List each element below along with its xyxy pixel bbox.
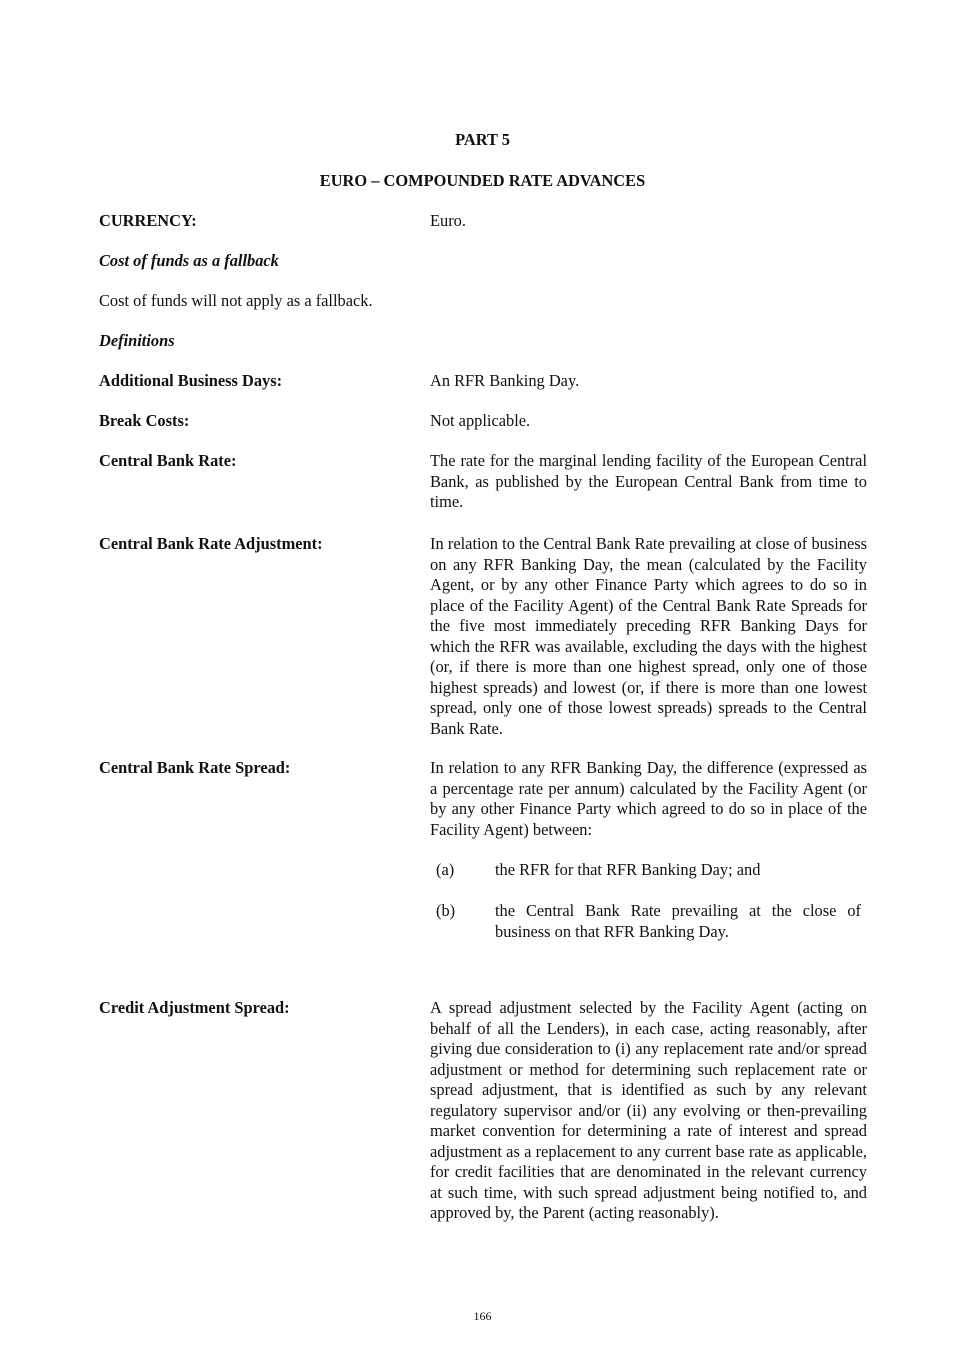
currency-label: CURRENCY: xyxy=(99,211,197,230)
definition-text: In relation to the Central Bank Rate prevailing at close of business on any RFR Banking Day, the mean (calculated by the Facility Agent, or by any other Finance Party which agrees to do so in place of the Facility Agent) of the Central Bank Rate Spreads for the five most immediately preceding RFR Banking Days for which the RFR was available, excluding the days with the highest (or, if there is more than one highest spread, only one of those highest spreads) and lowest (or, if there is more than one lowest spread, only one of those lowest spreads) spreads to the Central Bank Rate. xyxy=(430,534,867,738)
definition-term: Central Bank Rate Spread: xyxy=(99,758,291,777)
definition-text: In relation to any RFR Banking Day, the difference (expressed as a percentage rate per annum) calculated by the Facility Agent (or by any other Finance Party which agreed to do so in place of the Facility Agent) between: xyxy=(430,758,867,839)
cost-of-funds-text: Cost of funds will not apply as a fallback. xyxy=(99,291,373,310)
list-item-text: the Central Bank Rate prevailing at the close of business on that RFR Banking Day. xyxy=(495,901,861,941)
definition-term: Central Bank Rate Adjustment: xyxy=(99,534,323,553)
part-title: PART 5 xyxy=(455,130,510,149)
definition-term: Central Bank Rate: xyxy=(99,451,237,470)
definition-text: Not applicable. xyxy=(430,411,531,430)
definition-term: Additional Business Days: xyxy=(99,371,283,390)
definitions-heading: Definitions xyxy=(99,331,175,350)
page-number: 166 xyxy=(473,1309,492,1323)
definition-text: The rate for the marginal lending facility of the European Central Bank, as published by the European Central Bank from time to time. xyxy=(430,451,867,511)
list-item-label: (a) xyxy=(436,860,455,879)
definition-term: Credit Adjustment Spread: xyxy=(99,998,290,1017)
list-item-label: (b) xyxy=(436,901,456,920)
list-item-text: the RFR for that RFR Banking Day; and xyxy=(495,860,761,879)
currency-value: Euro. xyxy=(430,211,466,230)
cost-of-funds-heading: Cost of funds as a fallback xyxy=(99,251,279,270)
definition-term: Break Costs: xyxy=(99,411,190,430)
definition-text: An RFR Banking Day. xyxy=(430,371,580,390)
definition-text: A spread adjustment selected by the Facility Agent (acting on behalf of all the Lenders), in each case, acting reasonably, after giving due consideration to (i) any replacement rate and/or spread adjustment or method for determining such replacement rate or spread adjustment, that is identified as such by any relevant regulatory supervisor and/or (ii) any evolving or then-prevailing market convention for determining a rate of interest and spread adjustment as a replacement to any current base rate as applicable, for credit facilities that are denominated in the relevant currency at such time, with such spread adjustment being notified to, and approved by, the Parent (acting reasonably). xyxy=(430,998,867,1222)
section-title: EURO – COMPOUNDED RATE ADVANCES xyxy=(319,171,646,190)
